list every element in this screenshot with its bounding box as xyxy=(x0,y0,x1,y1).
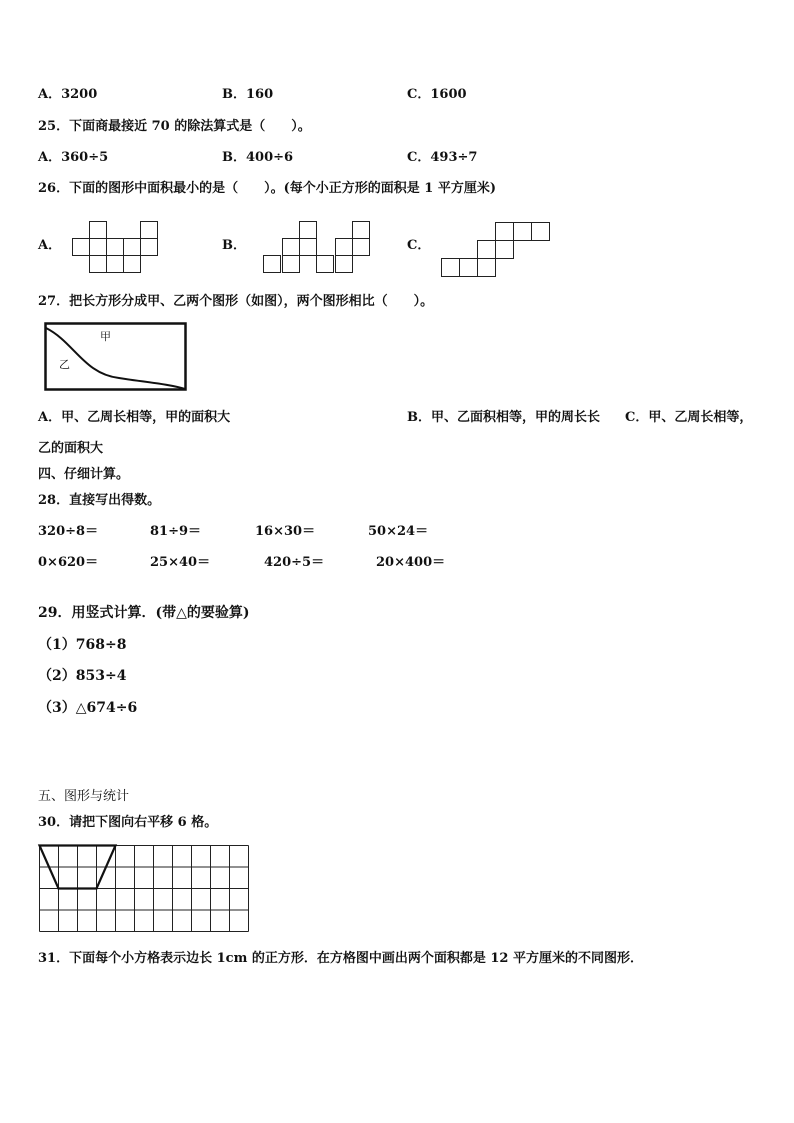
q24-option-a: A．3200 xyxy=(38,87,98,102)
q28-stem: 28．直接写出得数。 xyxy=(38,493,161,508)
q28-row2-item3: 420÷5＝ xyxy=(264,555,325,570)
q26-option-c: C． xyxy=(407,238,431,253)
section4-title: 四、仔细计算。 xyxy=(38,467,130,482)
q30-stem: 30．请把下图向右平移 6 格。 xyxy=(38,815,218,830)
q27-label-jia: 甲 xyxy=(100,330,111,343)
q26-stem: 26．下面的图形中面积最小的是（ ）。(每个小正方形的面积是 1 平方厘米) xyxy=(38,181,496,196)
q28-row1-item2: 81÷9＝ xyxy=(150,524,202,539)
q26-figure-b xyxy=(263,221,373,273)
q24-option-b: B．160 xyxy=(222,87,274,102)
q29-stem: 29．用竖式计算．(带△的要验算) xyxy=(38,605,250,621)
q31-stem: 31．下面每个小方格表示边长 1cm 的正方形．在方格图中画出两个面积都是 12 平方厘米的不同图形． xyxy=(38,951,644,966)
q26-option-a: A． xyxy=(38,238,62,253)
q28-row1-item1: 320÷8＝ xyxy=(38,524,99,539)
q26-option-b: B． xyxy=(222,238,246,253)
q30-grid xyxy=(39,845,249,933)
q25-option-c: C．493÷7 xyxy=(407,150,478,165)
q27-option-b: B．甲、乙面积相等，甲的周长长 xyxy=(407,410,600,425)
q24-option-c: C．1600 xyxy=(407,87,467,102)
q26-figure-a xyxy=(72,221,164,273)
q27-option-a: A．甲、乙周长相等，甲的面积大 xyxy=(38,410,231,425)
q28-row2-item2: 25×40＝ xyxy=(150,555,211,570)
q25-stem: 25．下面商最接近 70 的除法算式是（ ）。 xyxy=(38,119,311,134)
q25-option-a: A．360÷5 xyxy=(38,150,109,165)
q27-label-yi: 乙 xyxy=(59,358,70,371)
section5-title: 五、图形与统计 xyxy=(38,789,130,804)
q28-row1-item3: 16×30＝ xyxy=(255,524,316,539)
q26-figure-c xyxy=(441,222,551,276)
q27-option-c: C．甲、乙周长相等， xyxy=(625,410,753,425)
q28-row1-item4: 50×24＝ xyxy=(368,524,429,539)
q29-item-2: （2）853÷4 xyxy=(38,668,127,684)
q29-item-3: （3）△674÷6 xyxy=(38,700,138,716)
q27-option-c-continued: 乙的面积大 xyxy=(38,441,104,456)
q28-row2-item1: 0×620＝ xyxy=(38,555,99,570)
q25-option-b: B．400÷6 xyxy=(222,150,294,165)
q27-stem: 27．把长方形分成甲、乙两个图形（如图），两个图形相比（ ）。 xyxy=(38,294,434,309)
q29-item-1: （1）768÷8 xyxy=(38,637,127,653)
q28-row2-item4: 20×400＝ xyxy=(376,555,446,570)
